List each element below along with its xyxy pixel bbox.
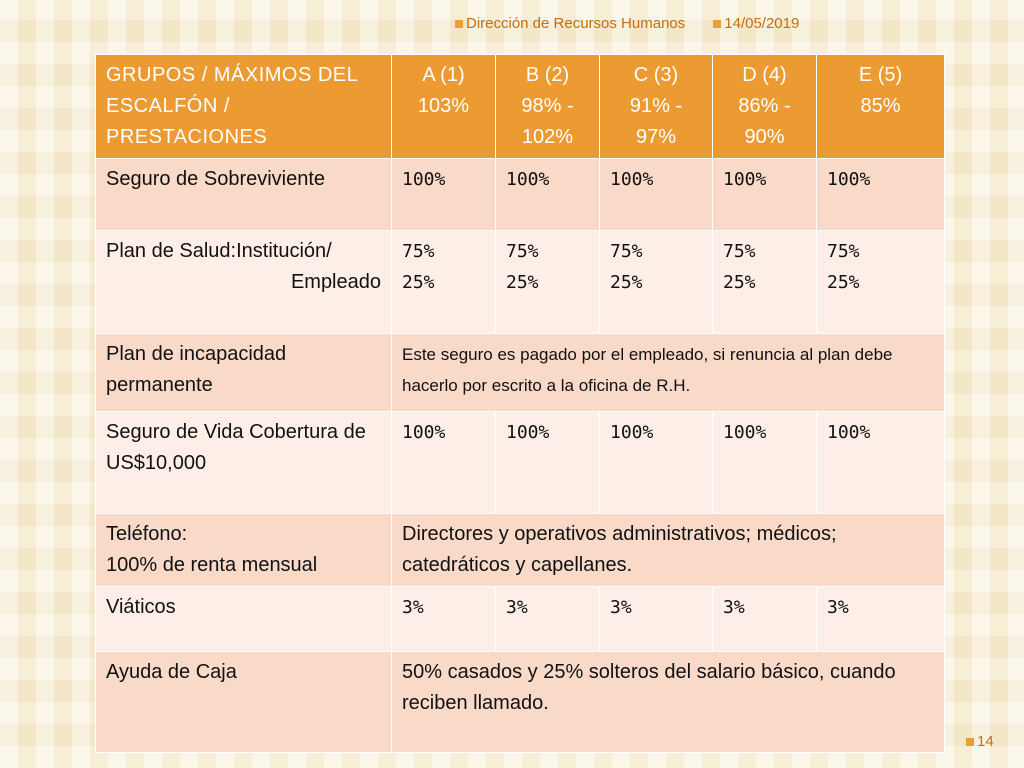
row-label: Seguro de Sobreviviente	[96, 159, 392, 231]
merged-note-cell: Este seguro es pagado por el empleado, si renuncia al plan debe hacerlo por escrito a la oficina de R.H.	[392, 334, 945, 412]
cell-value: 100%	[496, 412, 600, 514]
date-footer	[713, 15, 799, 32]
cell-value: 100%	[496, 159, 600, 231]
bullet-icon	[455, 20, 463, 28]
cell-value: 100%	[713, 412, 817, 514]
row-label: Plan de incapacidad permanente	[96, 334, 392, 412]
cell-value: 75% 25%	[496, 231, 600, 334]
cell-value: 100%	[392, 159, 496, 231]
column-header-b: B (2) 98% - 102%	[496, 55, 600, 159]
row-label: Teléfono: 100% de renta mensual	[96, 514, 392, 587]
cell-value: 3%	[817, 587, 945, 652]
slide-number	[966, 733, 994, 750]
cell-value: 75% 25%	[392, 231, 496, 334]
column-header-d: D (4) 86% - 90%	[713, 55, 817, 159]
group-header: GRUPOS / MÁXIMOS DEL ESCALFÓN / PRESTACIONES	[96, 55, 392, 159]
cell-value: 100%	[600, 412, 713, 514]
slide-number-text: 14	[977, 733, 994, 750]
table-row	[96, 412, 945, 514]
row-label: Ayuda de Caja	[96, 652, 392, 753]
cell-value: 3%	[496, 587, 600, 652]
column-header-c: C (3) 91% - 97%	[600, 55, 713, 159]
slide-footer-top	[455, 15, 799, 32]
cell-value: 100%	[817, 159, 945, 231]
cell-value: 100%	[713, 159, 817, 231]
cell-value: 75% 25%	[817, 231, 945, 334]
cell-value: 75% 25%	[713, 231, 817, 334]
table-row	[96, 587, 945, 652]
column-header-e: E (5) 85%	[817, 55, 945, 159]
cell-value: 3%	[392, 587, 496, 652]
bullet-icon	[713, 20, 721, 28]
department-footer	[455, 15, 685, 32]
cell-value: 3%	[600, 587, 713, 652]
table-header-row	[96, 55, 945, 159]
table-row	[96, 231, 945, 334]
table-row	[96, 334, 945, 412]
table-row	[96, 159, 945, 231]
table-row	[96, 652, 945, 753]
cell-value: 100%	[392, 412, 496, 514]
row-label: Viáticos	[96, 587, 392, 652]
date-text: 14/05/2019	[724, 15, 800, 32]
benefits-table	[95, 54, 945, 753]
cell-value: 3%	[713, 587, 817, 652]
merged-note-cell: Directores y operativos administrativos; médicos; catedráticos y capellanes.	[392, 514, 945, 587]
column-header-a: A (1) 103%	[392, 55, 496, 159]
cell-value: 75% 25%	[600, 231, 713, 334]
cell-value: 100%	[600, 159, 713, 231]
row-label: Seguro de Vida Cobertura de US$10,000	[96, 412, 392, 514]
cell-value: 100%	[817, 412, 945, 514]
department-text: Dirección de Recursos Humanos	[466, 15, 686, 32]
merged-note-cell: 50% casados y 25% solteros del salario básico, cuando reciben llamado.	[392, 652, 945, 753]
bullet-icon	[966, 738, 974, 746]
table-row	[96, 514, 945, 587]
row-label: Plan de Salud:Institución/ Empleado	[96, 231, 392, 334]
